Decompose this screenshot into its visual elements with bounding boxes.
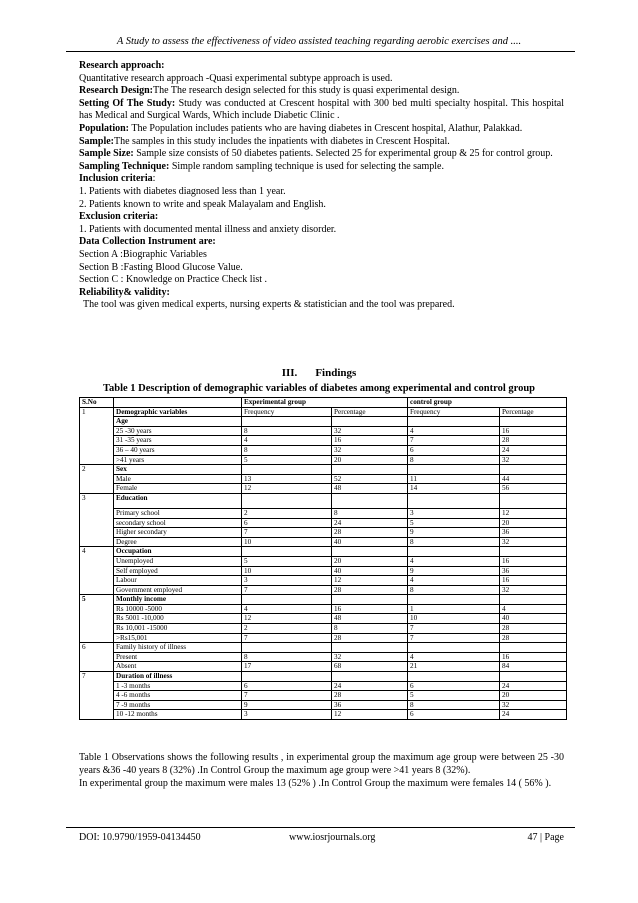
exp-frequency-cell: 4 [242, 604, 332, 614]
exp-percentage-cell: 24 [332, 681, 408, 691]
ctrl-frequency-cell: 4 [408, 556, 500, 566]
empty-cell [242, 493, 332, 508]
sno-cell [80, 624, 114, 634]
ctrl-percentage-cell: 28 [500, 633, 567, 643]
sno-cell [80, 436, 114, 446]
category-cell: >Rs15,001 [114, 633, 242, 643]
sno-cell [80, 537, 114, 547]
empty-cell [408, 417, 500, 427]
exp-frequency-cell: 17 [242, 662, 332, 672]
observation-paragraph-2: In experimental group the maximum were males 13 (52% ) .In Control Group the maximum were females 14 ( 56% ). [79, 777, 552, 789]
exp-frequency-cell: 7 [242, 528, 332, 538]
variable-heading-cell: Occupation [114, 547, 242, 557]
subheader-demographic: Demographic variables [114, 407, 242, 417]
subheader-frequency: Frequency [408, 407, 500, 417]
category-cell: Rs 5001 -10,000 [114, 614, 242, 624]
header-experimental-group: Experimental group [242, 398, 408, 408]
category-cell: Female [114, 484, 242, 494]
sno-cell [80, 633, 114, 643]
exp-percentage-cell: 12 [332, 576, 408, 586]
sno-cell [80, 417, 114, 427]
exp-frequency-cell: 7 [242, 633, 332, 643]
exp-frequency-cell: 9 [242, 700, 332, 710]
exp-frequency-cell: 5 [242, 455, 332, 465]
variable-heading-cell: Education [114, 493, 242, 508]
ctrl-frequency-cell: 1 [408, 604, 500, 614]
sno-cell [80, 585, 114, 595]
exp-percentage-cell: 32 [332, 652, 408, 662]
exp-percentage-cell: 20 [332, 556, 408, 566]
exp-percentage-cell: 48 [332, 614, 408, 624]
exp-frequency-cell: 6 [242, 518, 332, 528]
table-subheader-row [80, 407, 567, 417]
reliability-heading: Reliability& validity: [79, 286, 170, 298]
sno-cell [80, 710, 114, 720]
sno-cell: 6 [80, 643, 114, 653]
instrument-section-c: Section C : Knowledge on Practice Check list . [79, 274, 268, 286]
table-row [80, 652, 567, 662]
ctrl-frequency-cell: 11 [408, 474, 500, 484]
ctrl-percentage-cell: 40 [500, 614, 567, 624]
table-row [80, 681, 567, 691]
footer-page-number: 47 | Page [527, 832, 564, 843]
exp-percentage-cell: 16 [332, 436, 408, 446]
category-cell: Rs 10,001 -15000 [114, 624, 242, 634]
ctrl-frequency-cell: 7 [408, 624, 500, 634]
methodology-section [79, 60, 564, 312]
sno-cell [80, 474, 114, 484]
exp-percentage-cell: 36 [332, 700, 408, 710]
ctrl-percentage-cell: 16 [500, 426, 567, 436]
research-approach-heading: Research approach: [79, 60, 165, 71]
ctrl-percentage-cell: 16 [500, 652, 567, 662]
empty-cell [332, 672, 408, 682]
ctrl-frequency-cell: 8 [408, 585, 500, 595]
exp-frequency-cell: 4 [242, 436, 332, 446]
empty-cell [500, 465, 567, 475]
sno-cell [80, 518, 114, 528]
table-section-row [80, 493, 567, 508]
exp-frequency-cell: 12 [242, 614, 332, 624]
category-cell: Male [114, 474, 242, 484]
table-row [80, 633, 567, 643]
table-row [80, 604, 567, 614]
running-header: A Study to assess the effectiveness of video assisted teaching regarding aerobic exercises and .... [116, 36, 522, 47]
category-cell: 10 -12 months [114, 710, 242, 720]
sno-cell [80, 484, 114, 494]
empty-cell [332, 417, 408, 427]
sno-cell [80, 691, 114, 701]
exp-percentage-cell: 32 [332, 426, 408, 436]
sno-cell: 2 [80, 465, 114, 475]
empty-cell [408, 643, 500, 653]
table-section-row [80, 595, 567, 605]
ctrl-percentage-cell: 28 [500, 624, 567, 634]
exp-percentage-cell: 24 [332, 518, 408, 528]
ctrl-percentage-cell: 28 [500, 436, 567, 446]
ctrl-frequency-cell: 6 [408, 445, 500, 455]
table-section-row [80, 547, 567, 557]
table-row [80, 518, 567, 528]
ctrl-percentage-cell: 16 [500, 556, 567, 566]
category-cell: 4 -6 months [114, 691, 242, 701]
exp-percentage-cell: 52 [332, 474, 408, 484]
subheader-percentage: Percentage [500, 407, 567, 417]
category-cell: Labour [114, 576, 242, 586]
table-row [80, 576, 567, 586]
sno-cell: 5 [80, 595, 114, 605]
ctrl-frequency-cell: 9 [408, 566, 500, 576]
footer-doi: DOI: 10.9790/1959-04134450 [79, 832, 201, 843]
exp-frequency-cell: 8 [242, 652, 332, 662]
exp-percentage-cell: 40 [332, 537, 408, 547]
ctrl-percentage-cell: 24 [500, 681, 567, 691]
ctrl-frequency-cell: 7 [408, 633, 500, 643]
ctrl-percentage-cell: 24 [500, 710, 567, 720]
observations-section [79, 752, 564, 790]
category-cell: secondary school [114, 518, 242, 528]
header-control-group: control group [408, 398, 567, 408]
ctrl-percentage-cell: 32 [500, 455, 567, 465]
observation-paragraph-1: Table 1 Observations shows the following results , in experimental group the maximum age group were between 25 -30 years &36 -40 years 8 (32%) .In Control Group the maximum age group were >41 years 8 (32%). [79, 752, 564, 776]
sno-cell [80, 528, 114, 538]
table-row [80, 537, 567, 547]
empty-cell [332, 643, 408, 653]
ctrl-frequency-cell: 9 [408, 528, 500, 538]
subheader-percentage: Percentage [332, 407, 408, 417]
empty-cell [408, 493, 500, 508]
exp-percentage-cell: 68 [332, 662, 408, 672]
section-number: III. [281, 367, 298, 379]
exp-percentage-cell: 8 [332, 624, 408, 634]
exp-percentage-cell: 28 [332, 633, 408, 643]
table-row [80, 691, 567, 701]
sno-cell: 1 [80, 407, 114, 417]
empty-cell [500, 595, 567, 605]
sample-size-label: Sample Size: [79, 148, 134, 160]
exp-frequency-cell: 3 [242, 710, 332, 720]
variable-heading-cell: Duration of illness [114, 672, 242, 682]
table-section-row [80, 643, 567, 653]
ctrl-percentage-cell: 20 [500, 691, 567, 701]
footer-rule [66, 827, 575, 828]
ctrl-frequency-cell: 5 [408, 518, 500, 528]
ctrl-frequency-cell: 5 [408, 691, 500, 701]
reliability-text: The tool was given medical experts, nursing experts & statistician and the tool was prepared. [83, 299, 455, 311]
table-row [80, 436, 567, 446]
ctrl-frequency-cell: 3 [408, 508, 500, 518]
exp-frequency-cell: 6 [242, 681, 332, 691]
sno-cell [80, 556, 114, 566]
table-row [80, 556, 567, 566]
exp-percentage-cell: 8 [332, 508, 408, 518]
exp-percentage-cell: 40 [332, 566, 408, 576]
ctrl-frequency-cell: 7 [408, 436, 500, 446]
instrument-section-b: Section B :Fasting Blood Glucose Value. [79, 261, 243, 273]
sno-cell [80, 604, 114, 614]
table-header-row [80, 398, 567, 408]
inclusion-colon: : [152, 173, 156, 185]
category-cell: Degree [114, 537, 242, 547]
ctrl-frequency-cell: 10 [408, 614, 500, 624]
category-cell: 31 -35 years [114, 436, 242, 446]
sampling-text: Simple random sampling technique is used for selecting the sample. [169, 160, 444, 172]
ctrl-percentage-cell: 36 [500, 528, 567, 538]
sno-cell [80, 576, 114, 586]
section-title: Findings [315, 367, 357, 379]
table-row [80, 528, 567, 538]
header-rule [66, 51, 575, 52]
research-design-label: Research Design: [79, 85, 153, 97]
empty-cell [500, 417, 567, 427]
empty-cell [500, 672, 567, 682]
ctrl-percentage-cell: 36 [500, 566, 567, 576]
exp-frequency-cell: 8 [242, 445, 332, 455]
ctrl-percentage-cell: 32 [500, 585, 567, 595]
sno-cell [80, 700, 114, 710]
ctrl-frequency-cell: 8 [408, 537, 500, 547]
research-design-text: The The research design selected for this study is quasi experimental design. [152, 85, 460, 97]
empty-cell [500, 643, 567, 653]
empty-cell [408, 465, 500, 475]
exp-percentage-cell: 12 [332, 710, 408, 720]
category-cell: Primary school [114, 508, 242, 518]
category-cell: Rs 10000 -5000 [114, 604, 242, 614]
instrument-heading: Data Collection Instrument are: [79, 236, 216, 248]
variable-heading-cell: Family history of illness [114, 643, 242, 653]
ctrl-percentage-cell: 32 [500, 700, 567, 710]
ctrl-percentage-cell: 12 [500, 508, 567, 518]
category-cell: Higher secondary [114, 528, 242, 538]
empty-cell [332, 465, 408, 475]
exp-frequency-cell: 12 [242, 484, 332, 494]
ctrl-frequency-cell: 21 [408, 662, 500, 672]
empty-cell [408, 547, 500, 557]
exp-frequency-cell: 3 [242, 576, 332, 586]
empty-cell [500, 493, 567, 508]
empty-cell [242, 465, 332, 475]
table-row [80, 662, 567, 672]
sno-cell [80, 614, 114, 624]
footer-website: www.iosrjournals.org [289, 832, 376, 843]
table-caption: Table 1 Description of demographic variables of diabetes among experimental and control group [102, 383, 536, 394]
sno-cell [80, 652, 114, 662]
ctrl-percentage-cell: 32 [500, 537, 567, 547]
exp-frequency-cell: 10 [242, 537, 332, 547]
empty-cell [242, 595, 332, 605]
exp-percentage-cell: 32 [332, 445, 408, 455]
category-cell: Government employed [114, 585, 242, 595]
inclusion-item-1: 1. Patients with diabetes diagnosed less than 1 year. [79, 185, 286, 197]
category-cell: 7 -9 months [114, 700, 242, 710]
sno-cell [80, 445, 114, 455]
ctrl-percentage-cell: 44 [500, 474, 567, 484]
table-row [80, 614, 567, 624]
table-row [80, 426, 567, 436]
category-cell: Self employed [114, 566, 242, 576]
category-cell: Absent [114, 662, 242, 672]
exp-frequency-cell: 7 [242, 585, 332, 595]
ctrl-percentage-cell: 4 [500, 604, 567, 614]
category-cell: 1 -3 months [114, 681, 242, 691]
demographic-table [79, 397, 567, 720]
empty-cell [242, 417, 332, 427]
empty-cell [408, 595, 500, 605]
sno-cell [80, 662, 114, 672]
subheader-frequency: Frequency [242, 407, 332, 417]
variable-heading-cell: Sex [114, 465, 242, 475]
population-text: The Population includes patients who are having diabetes in Crescent hospital, Alathur, Palakkad. [129, 122, 523, 134]
ctrl-frequency-cell: 6 [408, 681, 500, 691]
empty-cell [242, 672, 332, 682]
ctrl-frequency-cell: 6 [408, 710, 500, 720]
table-row [80, 624, 567, 634]
sno-cell: 4 [80, 547, 114, 557]
sample-label: Sample: [79, 135, 114, 147]
empty-cell [242, 643, 332, 653]
sno-cell [80, 426, 114, 436]
ctrl-frequency-cell: 8 [408, 700, 500, 710]
sno-cell [80, 455, 114, 465]
ctrl-percentage-cell: 84 [500, 662, 567, 672]
sno-cell [80, 681, 114, 691]
instrument-section-a: Section A :Biographic Variables [79, 248, 207, 260]
population-label: Population: [79, 122, 130, 134]
table-section-row [80, 465, 567, 475]
empty-cell [500, 547, 567, 557]
sno-cell: 3 [80, 493, 114, 508]
exp-frequency-cell: 2 [242, 508, 332, 518]
sample-size-text: Sample size consists of 50 diabetes patients. Selected 25 for experimental group & 25 for control group. [133, 148, 553, 160]
category-cell: 36 – 40 years [114, 445, 242, 455]
category-cell: Unemployed [114, 556, 242, 566]
inclusion-item-2: 2. Patients known to write and speak Malayalam and English. [79, 198, 326, 210]
table-row [80, 474, 567, 484]
inclusion-heading: Inclusion criteria [79, 173, 153, 185]
table-row [80, 710, 567, 720]
table-row [80, 566, 567, 576]
sno-cell [80, 566, 114, 576]
exp-frequency-cell: 10 [242, 566, 332, 576]
category-cell: 25 -30 years [114, 426, 242, 436]
exclusion-heading: Exclusion criteria: [79, 211, 159, 223]
sno-cell: 7 [80, 672, 114, 682]
ctrl-frequency-cell: 4 [408, 426, 500, 436]
table-row [80, 445, 567, 455]
ctrl-frequency-cell: 4 [408, 576, 500, 586]
table-section-row [80, 672, 567, 682]
sampling-label: Sampling Technique: [79, 160, 170, 172]
empty-cell [332, 595, 408, 605]
table-row [80, 484, 567, 494]
exclusion-item-1: 1. Patients with documented mental illness and anxiety disorder. [79, 223, 337, 235]
exp-percentage-cell: 48 [332, 484, 408, 494]
setting-text: Study was conducted at Crescent hospital with 300 bed multi specialty hospital. This hospital has Medical and Surgical Wards, Which include Diabetic Clinic . [79, 97, 564, 122]
exp-frequency-cell: 13 [242, 474, 332, 484]
setting-label: Setting Of The Study: [79, 97, 176, 109]
ctrl-percentage-cell: 56 [500, 484, 567, 494]
exp-percentage-cell: 28 [332, 691, 408, 701]
exp-percentage-cell: 28 [332, 585, 408, 595]
ctrl-percentage-cell: 20 [500, 518, 567, 528]
variable-heading-cell: Age [114, 417, 242, 427]
header-sno: S.No [80, 398, 114, 408]
empty-cell [332, 547, 408, 557]
table-row [80, 455, 567, 465]
category-cell: Present [114, 652, 242, 662]
table-section-row [80, 417, 567, 427]
sno-cell [80, 508, 114, 518]
section-heading [0, 367, 638, 379]
exp-frequency-cell: 8 [242, 426, 332, 436]
exp-frequency-cell: 5 [242, 556, 332, 566]
sample-text: The samples in this study includes the inpatients with diabetes in Crescent Hospital. [114, 135, 450, 147]
exp-percentage-cell: 16 [332, 604, 408, 614]
ctrl-frequency-cell: 4 [408, 652, 500, 662]
ctrl-percentage-cell: 16 [500, 576, 567, 586]
variable-heading-cell: Monthly income [114, 595, 242, 605]
empty-cell [408, 672, 500, 682]
ctrl-percentage-cell: 24 [500, 445, 567, 455]
table-row [80, 508, 567, 518]
exp-frequency-cell: 2 [242, 624, 332, 634]
ctrl-frequency-cell: 8 [408, 455, 500, 465]
exp-frequency-cell: 7 [242, 691, 332, 701]
empty-cell [332, 493, 408, 508]
research-approach-text: Quantitative research approach -Quasi experimental subtype approach is used. [79, 72, 393, 84]
exp-percentage-cell: 28 [332, 528, 408, 538]
category-cell: >41 years [114, 455, 242, 465]
empty-cell [242, 547, 332, 557]
ctrl-frequency-cell: 14 [408, 484, 500, 494]
exp-percentage-cell: 20 [332, 455, 408, 465]
table-row [80, 700, 567, 710]
table-row [80, 585, 567, 595]
